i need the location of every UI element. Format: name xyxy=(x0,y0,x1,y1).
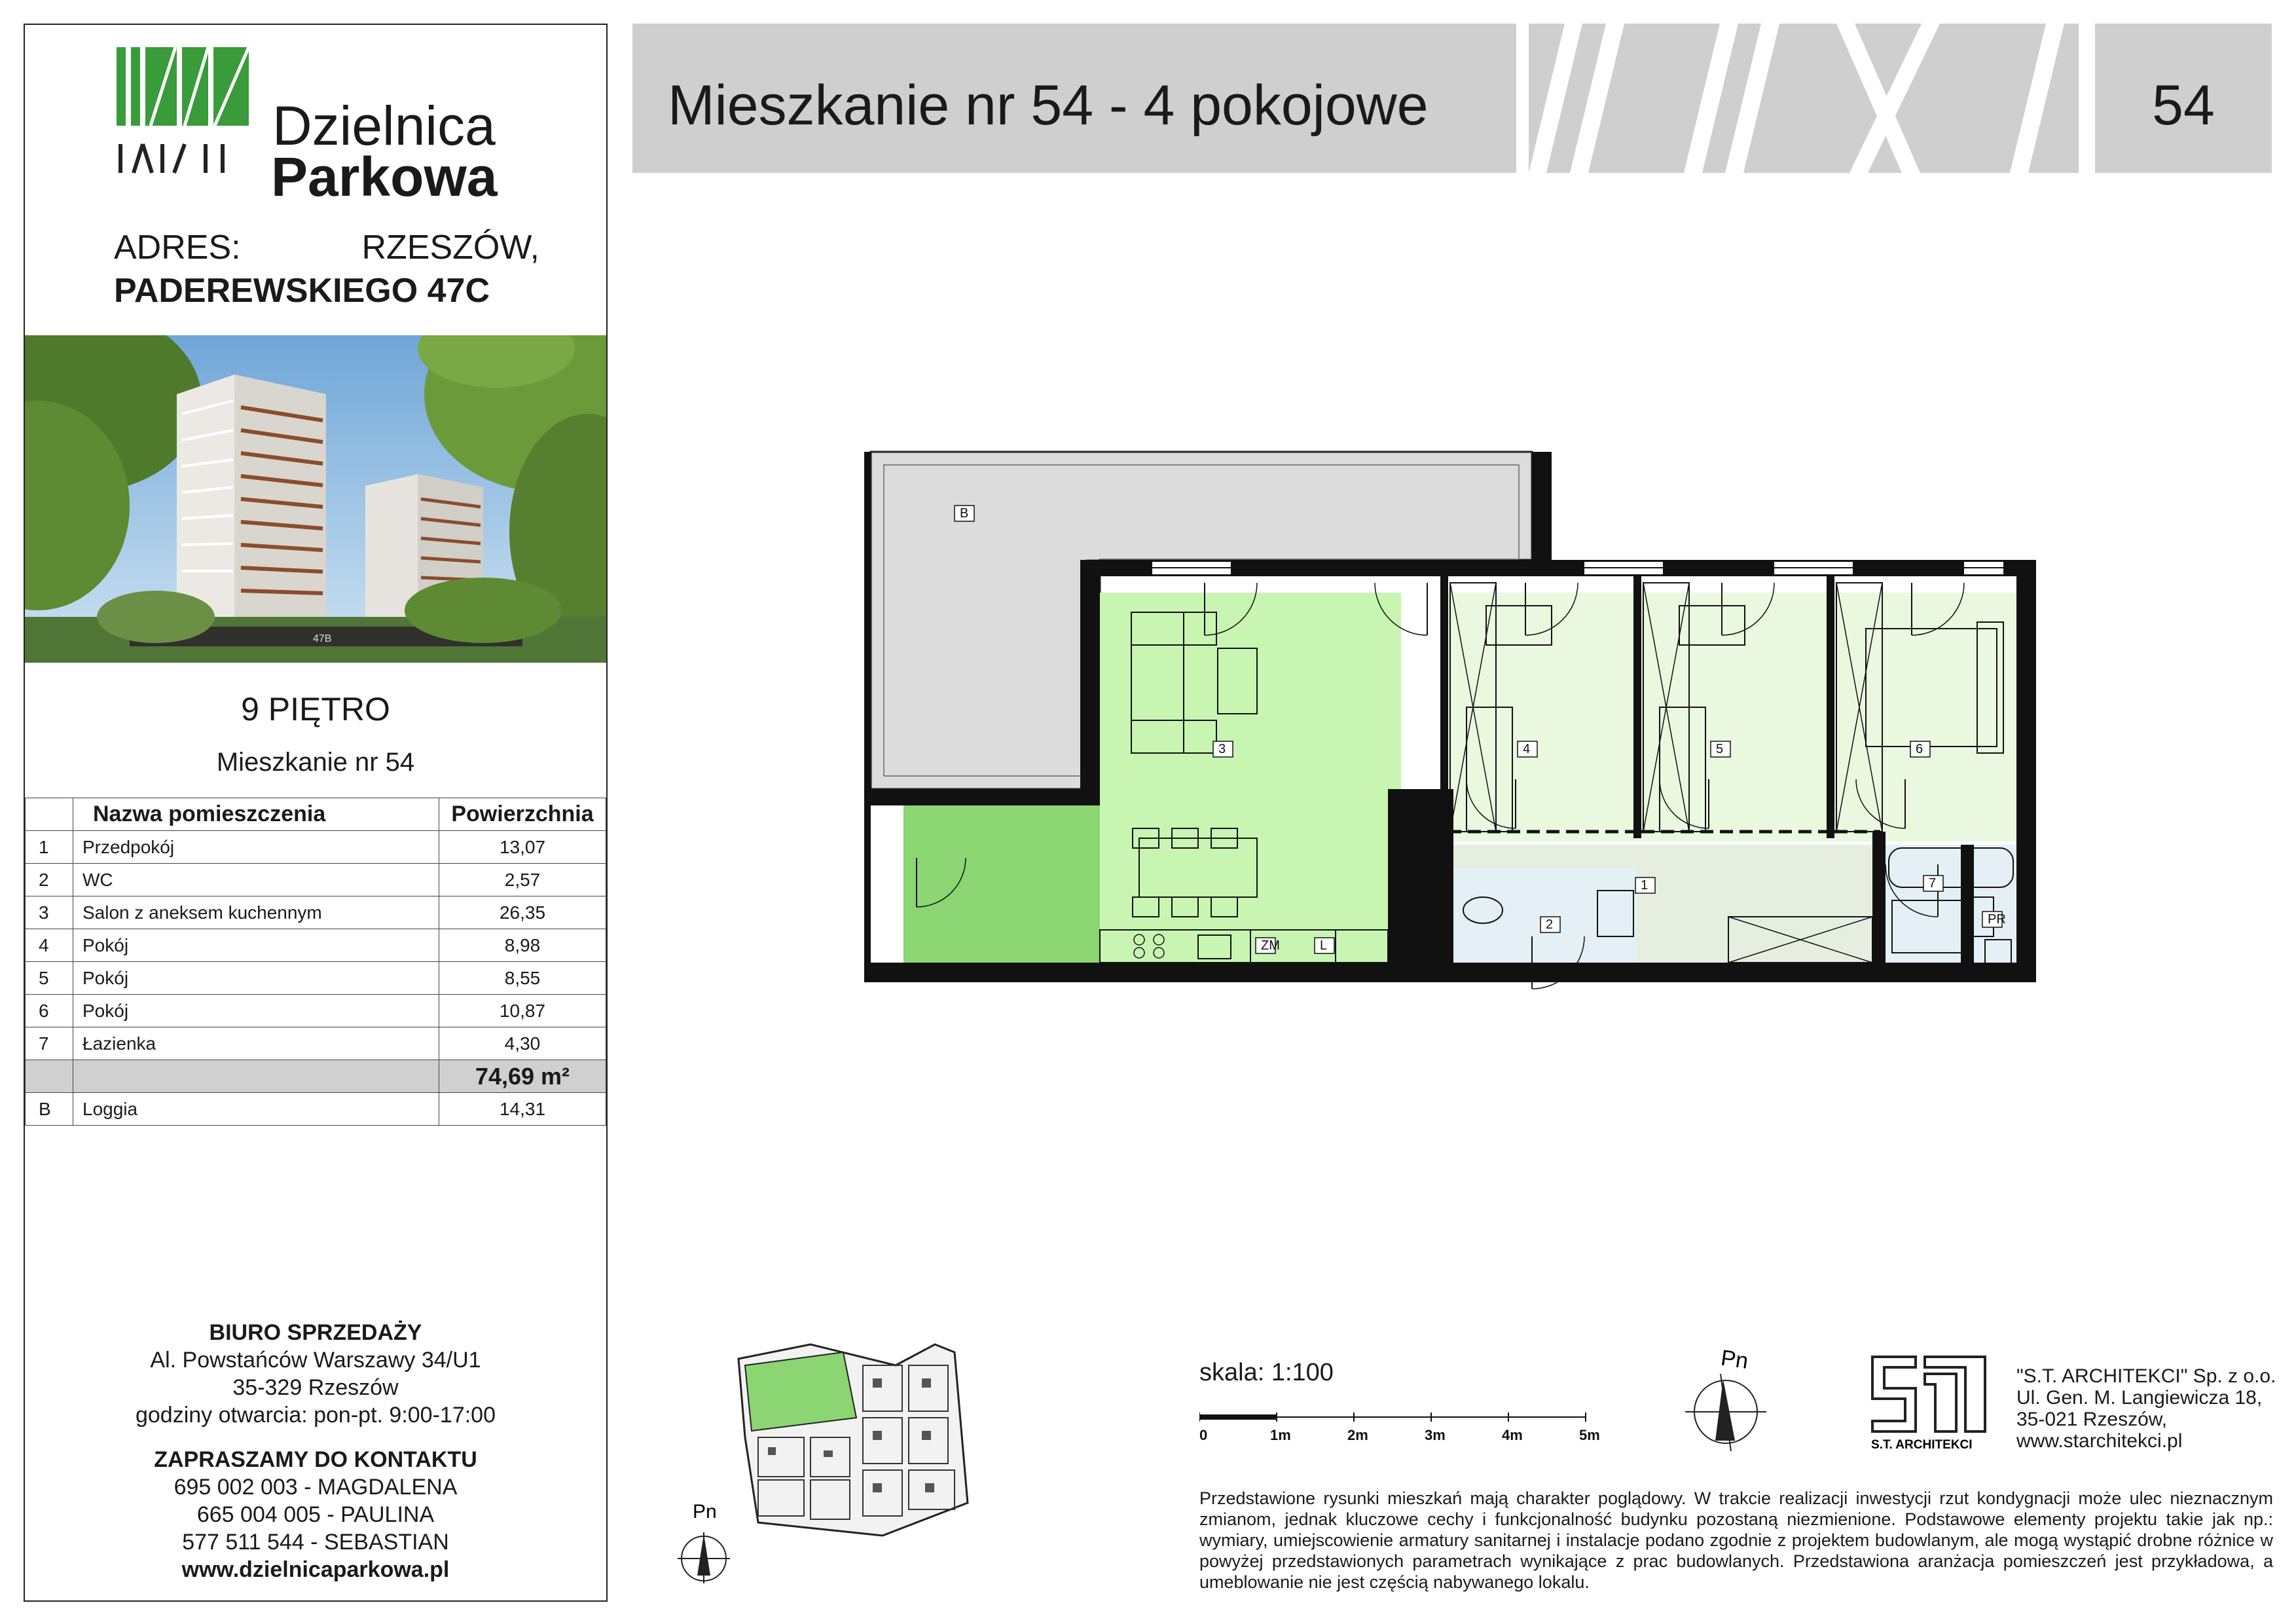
room-no: 1 xyxy=(26,831,73,864)
room-label-r5: 5 xyxy=(1716,742,1724,756)
architect-city: 35-021 Rzeszów, xyxy=(2016,1409,2168,1430)
dzielnica-parkowa-logo xyxy=(117,47,536,208)
table-header-area: Powierzchnia xyxy=(439,798,606,831)
architect-info xyxy=(2016,1365,2276,1452)
scale-tick: 5m xyxy=(1579,1427,1600,1443)
table-header-no xyxy=(26,798,73,831)
north-label: Pn xyxy=(1719,1345,1750,1374)
scale-tick: 0 xyxy=(1199,1427,1208,1443)
room-label-r7: 7 xyxy=(1929,876,1937,891)
room-area: 2,57 xyxy=(439,864,606,896)
address xyxy=(114,228,539,310)
wall xyxy=(1388,789,1453,963)
flat-subtitle: Mieszkanie nr 54 xyxy=(216,748,415,777)
scale-tick: 2m xyxy=(1347,1427,1368,1443)
address-street: PADEREWSKIEGO 47C xyxy=(114,272,490,310)
room-area: 13,07 xyxy=(439,831,606,864)
wall xyxy=(871,963,2030,982)
room-label-r1: 1 xyxy=(1641,878,1649,893)
room-no: 3 xyxy=(26,896,73,929)
room-no: 7 xyxy=(26,1027,73,1060)
dining-area xyxy=(903,805,1100,963)
room-label-r3: 3 xyxy=(1218,742,1226,756)
scale-tick: 1m xyxy=(1270,1427,1291,1443)
room-no: 2 xyxy=(26,864,73,896)
sales-street: Al. Powstańców Warszawy 34/U1 xyxy=(150,1348,481,1373)
scale-tick: 4m xyxy=(1502,1427,1523,1443)
architect-website[interactable]: www.starchitekci.pl xyxy=(2016,1430,2183,1452)
total-area: 74,69 m² xyxy=(439,1060,606,1093)
st-architekci-caption: S.T. ARCHITEKCI xyxy=(1871,1438,1973,1452)
room-no: B xyxy=(26,1093,73,1126)
table-row xyxy=(26,929,606,962)
room-label-zm: ZM xyxy=(1261,938,1280,953)
table-total-row xyxy=(26,1060,606,1093)
room-name: Loggia xyxy=(73,1093,439,1126)
scale-bar-icon xyxy=(1199,1411,1618,1450)
architect-company: "S.T. ARCHITEKCI" Sp. z o.o. xyxy=(2016,1365,2276,1387)
contact-phone: 577 511 544 - SEBASTIAN xyxy=(182,1530,449,1555)
room-area: 14,31 xyxy=(439,1093,606,1126)
room-label-r2: 2 xyxy=(1546,917,1554,932)
photo-building-number: 47B xyxy=(313,633,332,644)
header-number-box xyxy=(2095,24,2272,173)
table-row xyxy=(26,1027,606,1060)
room-label-r4: 4 xyxy=(1523,742,1531,756)
north-label-small: Pn xyxy=(693,1501,717,1522)
logo-stripes-icon xyxy=(117,47,254,126)
wall xyxy=(1080,560,1100,805)
room-area: 8,98 xyxy=(439,929,606,962)
sales-city: 35-329 Rzeszów xyxy=(232,1375,399,1400)
disclaimer-text: Przedstawione rysunki mieszkań mają charakter poglądowy. W trakcie realizacji inwestycji rzut kondygnacji może ulec nieznacznym zmianom, jednak kluczowe cechy i funkcjonalność budynku pozostaną niezmienione. Podstawowe elementy projektu takie jak np.: wymiary, umiejscowienie armatury sanitarnej i instalacje podano zgodnie z projektem budowlanym, ale mogą wystąpić drobne różnice w powyżej przedstawionych parametrach wynikające z prac budowlanych. Przedstawiona aranżacja pomieszczeń jest przykładowa, a umeblowanie nie jest częścią nabywanego lokalu. xyxy=(1199,1488,2273,1592)
logo-small-mark-icon xyxy=(117,139,254,174)
logo-word-parkowa: Parkowa xyxy=(271,146,498,208)
room-area: 8,55 xyxy=(439,962,606,995)
wall xyxy=(871,789,1100,805)
room-area: 10,87 xyxy=(439,995,606,1027)
room-label-r6: 6 xyxy=(1916,742,1923,756)
table-row xyxy=(26,864,606,896)
table-row-loggia xyxy=(26,1093,606,1126)
table-row xyxy=(26,962,606,995)
compass-icon xyxy=(1676,1342,1774,1454)
sales-office-info xyxy=(25,1319,606,1583)
st-architekci-logo xyxy=(1870,1354,1988,1452)
room-label-l: L xyxy=(1320,938,1328,953)
table-row xyxy=(26,995,606,1027)
scale-label: skala: 1:100 xyxy=(1199,1359,1334,1386)
contact-phone: 695 002 003 - MAGDALENA xyxy=(173,1475,458,1500)
building-visualization-image xyxy=(25,335,606,663)
wall xyxy=(1827,576,1834,838)
wall xyxy=(1872,832,1886,976)
scale-bar-block xyxy=(1199,1359,1618,1444)
room-name: Łazienka xyxy=(73,1027,439,1060)
wall xyxy=(1100,560,1408,576)
floor-plan xyxy=(864,439,2043,1067)
logo-word-dzielnica: Dzielnica xyxy=(272,95,496,157)
header-decoration-icon xyxy=(1529,24,2079,173)
scale-tick: 3m xyxy=(1425,1427,1446,1443)
header-title-box xyxy=(632,24,1516,173)
wall xyxy=(864,452,871,982)
wc-room xyxy=(1453,868,1637,963)
compass-small-icon xyxy=(674,1500,733,1585)
room-label-loggia: B xyxy=(960,506,969,521)
table-row xyxy=(26,831,606,864)
address-city: RZESZÓW, xyxy=(361,229,539,267)
sales-title: BIURO SPRZEDAŻY xyxy=(209,1320,422,1345)
key-plan-highlight xyxy=(745,1352,856,1431)
room-no: 5 xyxy=(26,962,73,995)
page-title: Mieszkanie nr 54 - 4 pokojowe xyxy=(668,74,1429,137)
website-link[interactable]: www.dzielnicaparkowa.pl xyxy=(181,1557,450,1582)
room-label-pr: PR xyxy=(1988,912,2006,927)
floor-label: 9 PIĘTRO xyxy=(241,691,390,728)
room-area-table xyxy=(25,798,606,1126)
room-no: 4 xyxy=(26,929,73,962)
room-name: Pokój xyxy=(73,929,439,962)
contact-phone: 665 004 005 - PAULINA xyxy=(196,1502,435,1527)
room-name: WC xyxy=(73,864,439,896)
room-name: Pokój xyxy=(73,962,439,995)
table-header-name: Nazwa pomieszczenia xyxy=(73,798,439,831)
address-label: ADRES: xyxy=(114,229,241,267)
wall xyxy=(1388,560,2030,576)
sales-hours: godziny otwarcia: pon-pt. 9:00-17:00 xyxy=(135,1403,496,1428)
room-area: 26,35 xyxy=(439,896,606,929)
table-header-row xyxy=(26,798,606,831)
wall xyxy=(2016,560,2036,982)
room-area: 4,30 xyxy=(439,1027,606,1060)
room-name: Pokój xyxy=(73,995,439,1027)
bathroom xyxy=(1886,845,2023,963)
room-name: Przedpokój xyxy=(73,831,439,864)
room-name: Salon z aneksem kuchennym xyxy=(73,896,439,929)
flat-number: 54 xyxy=(2152,74,2215,137)
wall xyxy=(1532,452,1552,576)
architect-street: Ul. Gen. M. Langiewicza 18, xyxy=(2016,1387,2263,1409)
contact-title: ZAPRASZAMY DO KONTAKTU xyxy=(154,1447,477,1472)
info-panel xyxy=(24,24,608,1602)
room-no: 6 xyxy=(26,995,73,1027)
wall xyxy=(1633,576,1641,838)
table-row xyxy=(26,896,606,929)
building-key-plan xyxy=(732,1339,981,1549)
